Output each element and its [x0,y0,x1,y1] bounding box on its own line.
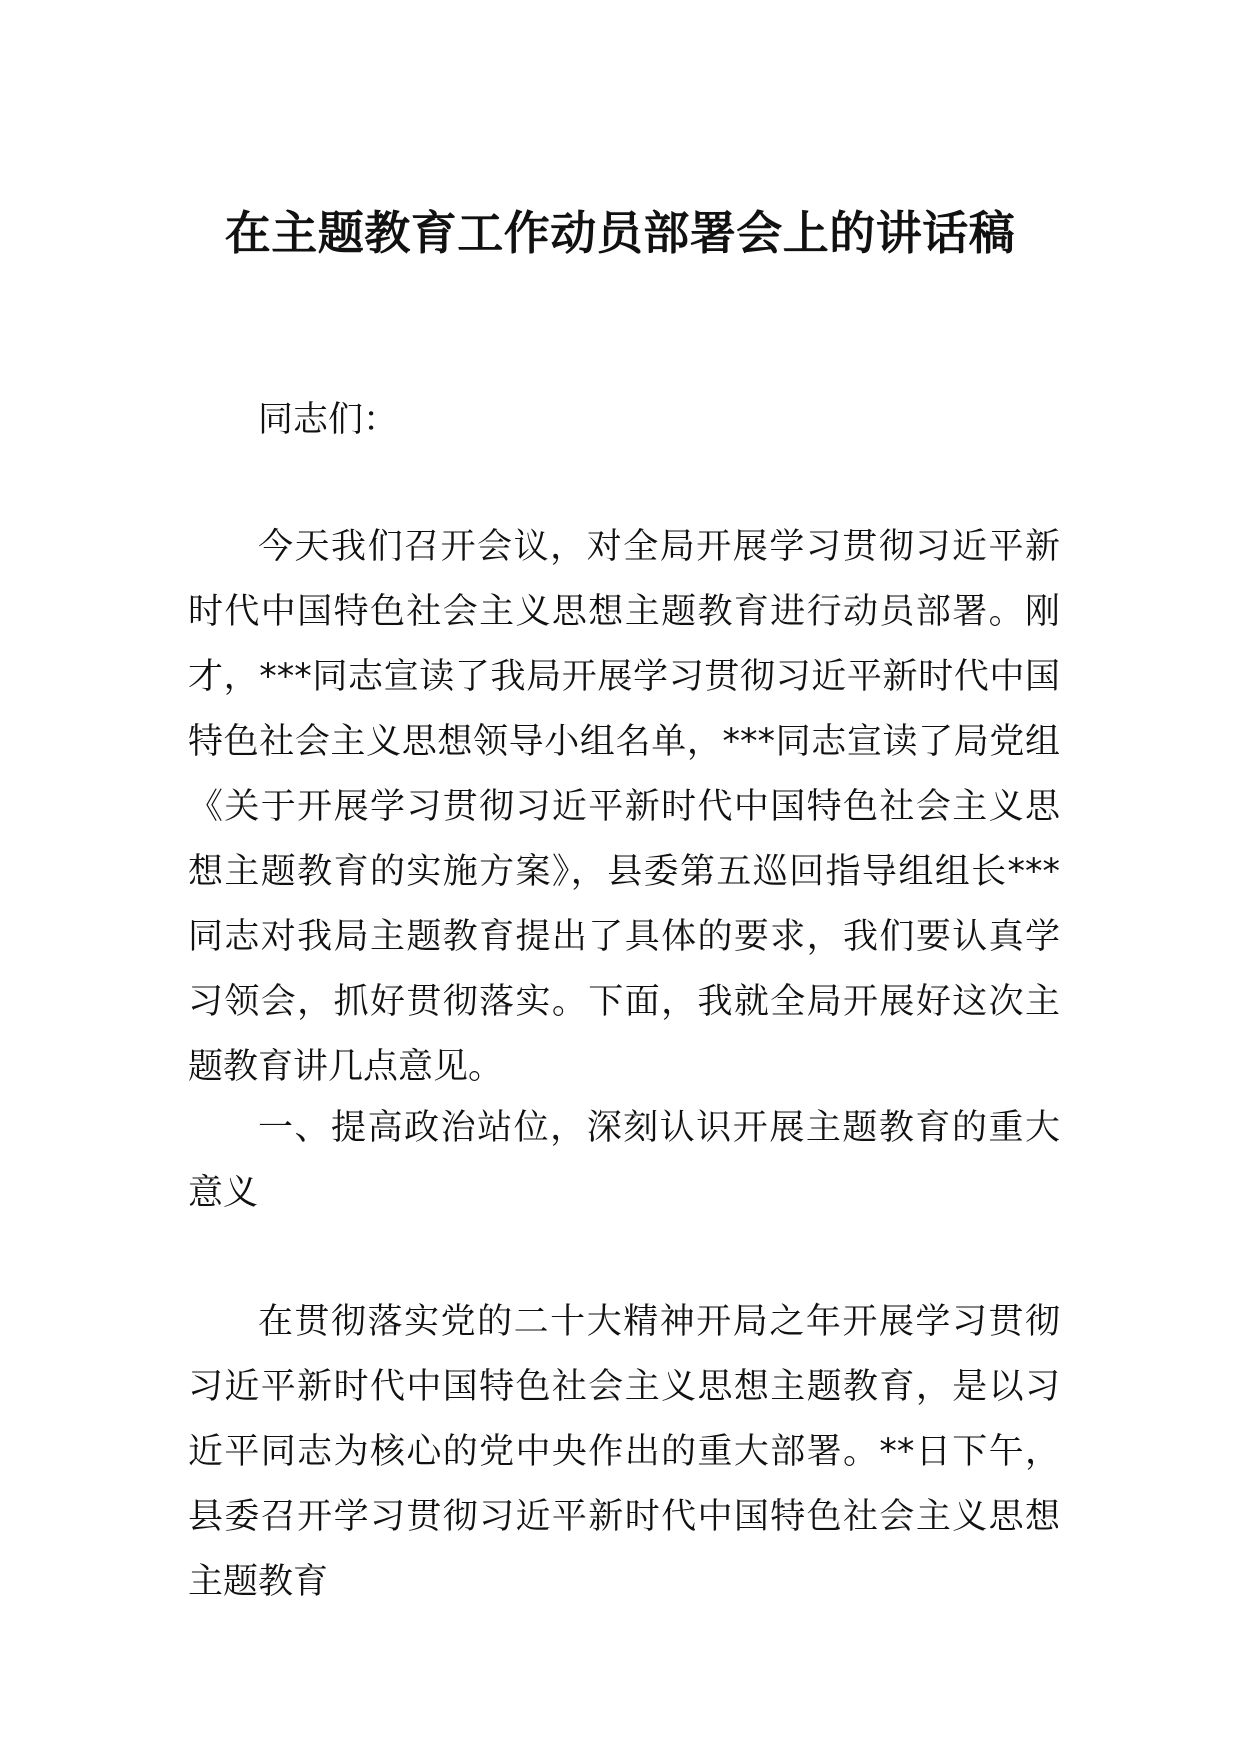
document-title: 在主题教育工作动员部署会上的讲话稿 [224,206,1016,260]
intro-paragraph: 今天我们召开会议，对全局开展学习贯彻习近平新时代中国特色社会主义思想主题教育进行动员部署。刚才，***同志宣读了我局开展学习贯彻习近平新时代中国特色社会主义思想领导小组名单，***同志宣读了局党组《关于开展学习贯彻习近平新时代中国特色社会主义思想主题教育的实施方案》，县委第五巡回指导组组长***同志对我局主题教育提出了具体的要求，我们要认真学习领会，抓好贯彻落实。下面，我就全局开展好这次主题教育讲几点意见。 [188,527,1060,1087]
section-heading-1: 一、提高政治站位，深刻认识开展主题教育的重大意义 [188,1108,1060,1213]
section-body-paragraph: 在贯彻落实党的二十大精神开局之年开展学习贯彻习近平新时代中国特色社会主义思想主题教育，是以习近平同志为核心的党中央作出的重大部署。**日下午，县委召开学习贯彻习近平新时代中国特色社会主义思想主题教育 [188,1302,1060,1602]
greeting-paragraph: 同志们： [258,400,399,440]
